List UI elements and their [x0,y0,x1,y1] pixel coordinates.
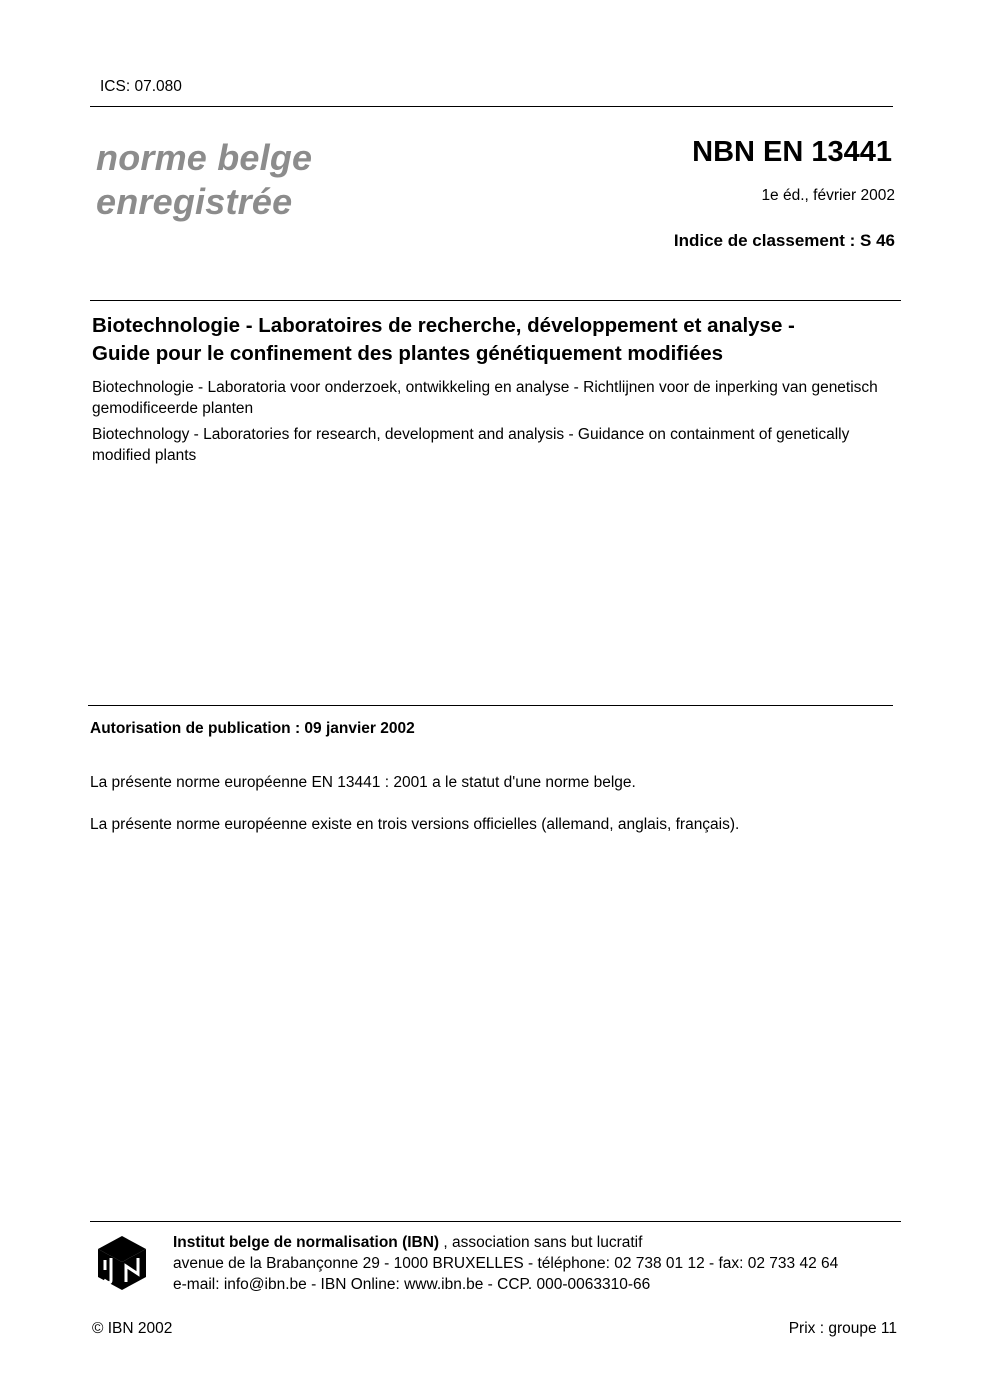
ibn-logo-icon [96,1234,148,1292]
brand-line-1: norme belge [96,137,313,178]
title-french-line-2: Guide pour le confinement des plantes génétiquement modifiées [92,342,724,365]
price-group: Prix : groupe 11 [788,1320,897,1337]
versions-statement: La présente norme européenne existe en trois versions officielles (allemand, anglais, français). [90,816,740,833]
institute-line [173,1232,903,1253]
copyright: © IBN 2002 [92,1320,173,1337]
institute-contact: e-mail: info@ibn.be - IBN Online: www.ibn.be - CCP. 000-0063310-66 [173,1276,651,1293]
brand-line-2: enregistrée [96,181,293,222]
institute-name: Institut belge de normalisation (IBN) [173,1234,440,1251]
footer-divider [90,1221,901,1222]
title-french-line-1: Biotechnologie - Laboratoires de recherche, développement et analyse - [92,314,795,337]
standard-number: NBN EN 13441 [692,136,892,168]
title-dutch: Biotechnologie - Laboratoria voor onderzoek, ontwikkeling en analyse - Richtlijnen voor de inperking van genetisch gemodificeerde planten [92,379,878,417]
edition-date: 1e éd., février 2002 [761,187,895,204]
status-statement: La présente norme européenne EN 13441 : 2001 a le statut d'une norme belge. [90,774,636,791]
ics-code: ICS: 07.080 [100,78,182,95]
title-french [92,312,912,368]
title-divider [90,300,901,301]
publication-divider [88,705,893,706]
publication-authorisation: Autorisation de publication : 09 janvier 2002 [90,720,415,737]
header-divider [90,106,893,107]
institute-suffix: , association sans but lucratif [439,1234,643,1251]
brand-label [96,136,312,224]
title-english: Biotechnology - Laboratories for research, development and analysis - Guidance on containment of genetically modified plants [92,426,850,464]
classification-index: Indice de classement : S 46 [673,231,895,250]
institute-address: avenue de la Brabançonne 29 - 1000 BRUXELLES - téléphone: 02 738 01 12 - fax: 02 733 42 64 [173,1255,839,1272]
institute-info [173,1232,903,1295]
